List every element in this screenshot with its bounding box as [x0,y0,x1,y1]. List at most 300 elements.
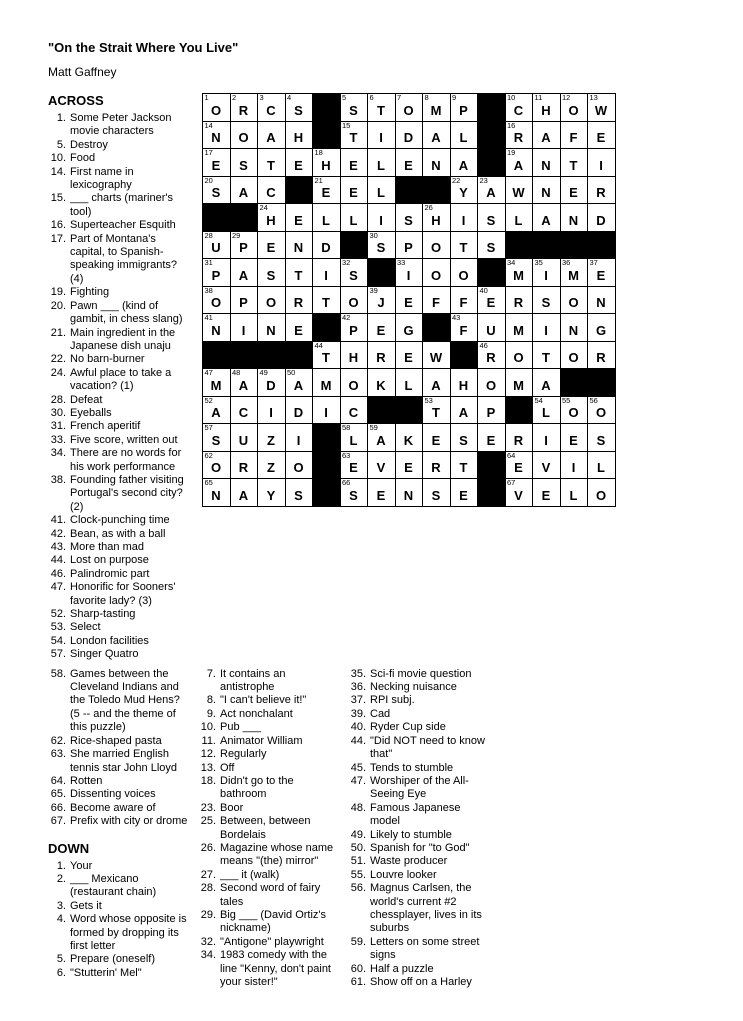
grid-cell[interactable] [230,259,258,287]
grid-cell[interactable] [285,396,313,424]
grid-cell[interactable] [368,94,396,122]
down-clue-item[interactable] [348,708,488,721]
grid-cell[interactable] [203,424,231,452]
grid-cell[interactable] [285,204,313,232]
across-clue-item[interactable] [48,788,188,801]
across-clue-item[interactable] [48,648,190,661]
grid-cell[interactable] [313,176,341,204]
down-clue-item[interactable] [348,775,488,802]
grid-cell[interactable] [450,396,478,424]
grid-cell-block [313,94,341,122]
grid-cell[interactable] [203,259,231,287]
grid-cell[interactable] [340,94,368,122]
down-clue-item[interactable] [48,860,188,873]
across-clue-item[interactable] [48,166,190,193]
down-clue-item[interactable] [198,949,338,989]
grid-cell[interactable] [395,479,423,507]
grid-cell-letter: O [568,102,580,118]
down-clue-item[interactable] [48,873,188,900]
across-clue-item[interactable] [48,621,190,634]
down-clue-item[interactable] [348,829,488,842]
grid-cell[interactable] [340,121,368,149]
grid-cell[interactable] [340,259,368,287]
grid-cell[interactable] [478,286,506,314]
grid-cell[interactable] [560,259,588,287]
grid-cell[interactable] [533,314,561,342]
grid-cell[interactable] [533,149,561,177]
grid-cell[interactable] [395,121,423,149]
grid-cell[interactable] [203,231,231,259]
grid-cell[interactable] [450,231,478,259]
grid-cell[interactable] [395,424,423,452]
grid-cell[interactable] [533,204,561,232]
grid-cell[interactable] [450,286,478,314]
grid-cell[interactable] [560,314,588,342]
down-clue-item[interactable] [198,842,338,869]
down-clue-item[interactable] [48,913,188,953]
grid-cell[interactable] [588,286,616,314]
grid-cell[interactable] [368,369,396,397]
grid-cell-letter: M [430,102,442,118]
grid-cell[interactable] [423,451,451,479]
grid-cell[interactable] [588,204,616,232]
grid-cell[interactable] [533,286,561,314]
down-clue-item[interactable] [198,815,338,842]
grid-cell[interactable] [533,451,561,479]
grid-cell[interactable] [340,341,368,369]
grid-cell[interactable] [588,121,616,149]
across-clue-item[interactable] [48,775,188,788]
clue-number: 44. [50,554,66,567]
grid-cell[interactable] [313,396,341,424]
grid-cell[interactable] [588,396,616,424]
grid-cell-letter: T [432,405,441,421]
grid-cell[interactable] [560,286,588,314]
across-clue-item[interactable] [48,407,190,420]
down-clue-item[interactable] [348,869,488,882]
grid-cell[interactable] [395,451,423,479]
down-clue-item[interactable] [48,953,188,966]
grid-cell[interactable] [560,204,588,232]
grid-cell[interactable] [203,94,231,122]
grid-cell[interactable] [588,314,616,342]
down-clue-item[interactable] [198,802,338,815]
grid-cell[interactable] [478,204,506,232]
grid-cell-number: 6 [369,93,374,102]
grid-cell[interactable] [505,341,533,369]
grid-cell[interactable] [560,176,588,204]
grid-cell[interactable] [203,121,231,149]
grid-cell[interactable] [203,396,231,424]
clue-number: 9. [206,707,216,720]
grid-cell[interactable] [423,286,451,314]
across-clue-item[interactable] [48,112,190,139]
grid-cell[interactable] [285,94,313,122]
grid-cell[interactable] [395,369,423,397]
down-clue-item[interactable] [198,936,338,949]
crossword-grid[interactable] [202,93,616,507]
grid-cell[interactable] [505,259,533,287]
grid-cell[interactable] [588,424,616,452]
grid-cell[interactable] [423,259,451,287]
grid-cell[interactable] [533,396,561,424]
across-clue-item[interactable] [48,802,188,815]
clue-number: 45. [350,761,366,774]
grid-cell[interactable] [560,424,588,452]
down-clue-item[interactable] [348,855,488,868]
down-clue-item[interactable] [348,976,488,989]
grid-cell[interactable] [340,314,368,342]
grid-cell[interactable] [230,314,258,342]
grid-cell[interactable] [203,286,231,314]
grid-cell[interactable] [505,314,533,342]
down-clue-item[interactable] [348,721,488,734]
grid-cell[interactable] [533,176,561,204]
grid-cell[interactable] [505,149,533,177]
grid-cell[interactable] [560,149,588,177]
grid-cell[interactable] [258,314,286,342]
grid-cell[interactable] [258,451,286,479]
down-clue-item[interactable] [198,708,338,721]
grid-cell-block [478,451,506,479]
grid-cell[interactable] [478,176,506,204]
grid-cell[interactable] [203,149,231,177]
grid-cell[interactable] [203,369,231,397]
grid-cell[interactable] [368,479,396,507]
grid-cell-number: 4 [287,93,292,102]
clue-number: 39. [350,707,366,720]
grid-cell-block [478,149,506,177]
grid-cell[interactable] [505,204,533,232]
grid-cell[interactable] [395,314,423,342]
grid-cell-letter: W [594,102,608,118]
grid-cell[interactable] [340,479,368,507]
down-clue-item[interactable] [198,775,338,802]
grid-cell[interactable] [285,231,313,259]
grid-cell[interactable] [368,341,396,369]
grid-cell[interactable] [340,204,368,232]
grid-cell[interactable] [423,479,451,507]
down-clue-item[interactable] [198,721,338,734]
across-clue-item[interactable] [48,554,190,567]
down-clue-item[interactable] [348,882,488,936]
grid-cell[interactable] [230,479,258,507]
down-clue-item[interactable] [198,909,338,936]
grid-cell[interactable] [450,479,478,507]
across-clue-item[interactable] [48,192,190,219]
grid-cell[interactable] [368,424,396,452]
grid-cell[interactable] [313,369,341,397]
grid-cell[interactable] [423,94,451,122]
down-clue-list-3 [348,668,488,990]
grid-cell-letter: H [321,157,332,173]
grid-cell[interactable] [560,341,588,369]
grid-cell[interactable] [258,94,286,122]
grid-cell[interactable] [313,231,341,259]
grid-cell[interactable] [478,396,506,424]
grid-cell[interactable] [395,149,423,177]
grid-cell[interactable] [258,149,286,177]
grid-cell[interactable] [423,121,451,149]
across-clue-item[interactable] [48,300,190,327]
grid-cell[interactable] [203,314,231,342]
grid-cell[interactable] [340,286,368,314]
down-clue-item[interactable] [198,668,338,695]
grid-cell[interactable] [285,259,313,287]
grid-cell[interactable] [478,424,506,452]
grid-cell-letter: Z [267,432,276,448]
grid-cell[interactable] [230,94,258,122]
grid-cell[interactable] [450,204,478,232]
grid-cell-letter: D [266,377,277,393]
grid-cell[interactable] [258,479,286,507]
across-clue-item[interactable] [48,541,190,554]
grid-cell[interactable] [340,176,368,204]
grid-cell[interactable] [258,259,286,287]
grid-cell[interactable] [203,176,231,204]
grid-cell[interactable] [588,259,616,287]
across-clue-item[interactable] [48,139,190,152]
grid-cell[interactable] [533,341,561,369]
across-clue-item[interactable] [48,514,190,527]
grid-cell[interactable] [450,94,478,122]
grid-cell[interactable] [285,369,313,397]
grid-cell[interactable] [450,149,478,177]
grid-cell[interactable] [313,259,341,287]
grid-cell[interactable] [230,286,258,314]
grid-cell[interactable] [258,396,286,424]
grid-cell[interactable] [313,149,341,177]
grid-cell[interactable] [313,204,341,232]
across-clue-item[interactable] [48,581,190,608]
grid-cell[interactable] [285,479,313,507]
grid-cell[interactable] [505,94,533,122]
grid-cell[interactable] [285,424,313,452]
grid-cell[interactable] [560,451,588,479]
down-clue-item[interactable] [348,762,488,775]
grid-cell[interactable] [285,451,313,479]
across-clue-item[interactable] [48,434,190,447]
grid-cell[interactable] [368,286,396,314]
grid-cell-number: 41 [204,313,213,322]
grid-cell[interactable] [230,176,258,204]
grid-cell[interactable] [450,451,478,479]
across-clue-item[interactable] [48,286,190,299]
grid-cell[interactable] [588,451,616,479]
grid-cell[interactable] [423,424,451,452]
grid-cell-number: 55 [562,395,571,405]
across-clue-item[interactable] [48,327,190,354]
grid-cell[interactable] [285,121,313,149]
across-clue-item[interactable] [48,474,190,514]
grid-cell[interactable] [450,121,478,149]
down-clue-item[interactable] [198,882,338,909]
grid-cell-letter: E [569,432,579,448]
down-clue-item[interactable] [48,967,188,980]
grid-cell[interactable] [258,286,286,314]
grid-cell-letter: N [568,212,579,228]
grid-cell[interactable] [505,369,533,397]
grid-cell[interactable] [368,121,396,149]
down-clue-item[interactable] [198,762,338,775]
grid-cell[interactable] [450,369,478,397]
grid-cell[interactable] [478,231,506,259]
grid-cell[interactable] [230,231,258,259]
grid-cell[interactable] [230,396,258,424]
grid-cell[interactable] [395,286,423,314]
grid-cell[interactable] [423,204,451,232]
clue-text: Big ___ (David Ortiz's nickname) [220,908,327,935]
grid-cell[interactable] [340,396,368,424]
grid-cell[interactable] [450,176,478,204]
grid-cell[interactable] [588,94,616,122]
grid-cell[interactable] [368,176,396,204]
grid-cell[interactable] [368,314,396,342]
grid-cell[interactable] [533,94,561,122]
grid-cell[interactable] [450,424,478,452]
grid-cell[interactable] [588,149,616,177]
down-clue-item[interactable] [48,900,188,913]
across-clue-item[interactable] [48,367,190,394]
grid-cell[interactable] [203,451,231,479]
grid-cell[interactable] [285,314,313,342]
grid-cell-number: 14 [204,120,213,130]
grid-cell[interactable] [560,396,588,424]
grid-cell[interactable] [230,369,258,397]
across-clue-item[interactable] [48,568,190,581]
grid-cell[interactable] [423,341,451,369]
grid-cell[interactable] [230,121,258,149]
grid-cell[interactable] [588,176,616,204]
down-clue-item[interactable] [198,748,338,761]
grid-cell[interactable] [285,286,313,314]
grid-cell[interactable] [505,451,533,479]
across-clue-item[interactable] [48,420,190,433]
grid-cell[interactable] [505,286,533,314]
grid-cell[interactable] [395,204,423,232]
clue-number: 48. [350,801,366,814]
grid-cell[interactable] [450,259,478,287]
down-clue-item[interactable] [348,735,488,762]
grid-cell[interactable] [505,121,533,149]
grid-cell[interactable] [313,286,341,314]
grid-cell[interactable] [395,259,423,287]
grid-cell[interactable] [258,176,286,204]
clue-text: Ryder Cup side [370,721,446,734]
across-clue-item[interactable] [48,394,190,407]
grid-cell[interactable] [505,424,533,452]
grid-cell[interactable] [478,341,506,369]
grid-cell[interactable] [505,479,533,507]
down-clue-item[interactable] [198,694,338,707]
grid-cell[interactable] [368,204,396,232]
grid-cell[interactable] [285,149,313,177]
grid-cell[interactable] [533,369,561,397]
down-clue-item[interactable] [348,842,488,855]
grid-cell[interactable] [258,424,286,452]
down-clue-item[interactable] [348,802,488,829]
grid-cell[interactable] [258,231,286,259]
across-clue-item[interactable] [48,219,190,232]
grid-cell[interactable] [258,204,286,232]
grid-cell[interactable] [230,451,258,479]
across-clue-item[interactable] [48,735,188,748]
across-clue-item[interactable] [48,635,190,648]
grid-cell[interactable] [203,479,231,507]
grid-cell[interactable] [533,121,561,149]
down-clue-item[interactable] [348,694,488,707]
grid-cell[interactable] [340,149,368,177]
clue-number: 28. [50,393,66,406]
grid-cell[interactable] [560,121,588,149]
grid-cell[interactable] [313,341,341,369]
grid-cell[interactable] [533,259,561,287]
grid-cell[interactable] [395,231,423,259]
across-clue-item[interactable] [48,353,190,366]
across-clue-item[interactable] [48,233,190,287]
grid-cell[interactable] [230,149,258,177]
clue-number: 17. [50,232,66,245]
down-clue-item[interactable] [198,735,338,748]
grid-cell[interactable] [423,369,451,397]
down-clue-item[interactable] [348,936,488,963]
grid-cell-letter: F [569,130,578,146]
grid-cell[interactable] [560,94,588,122]
across-clue-item[interactable] [48,668,188,735]
grid-cell[interactable] [258,369,286,397]
grid-cell[interactable] [340,451,368,479]
grid-cell[interactable] [505,176,533,204]
grid-cell[interactable] [423,149,451,177]
grid-cell[interactable] [368,451,396,479]
grid-cell[interactable] [340,369,368,397]
grid-cell[interactable] [340,424,368,452]
grid-cell-letter: P [459,102,469,118]
grid-cell[interactable] [588,479,616,507]
grid-cell[interactable] [560,479,588,507]
grid-cell-block [313,451,341,479]
down-clue-item[interactable] [348,681,488,694]
across-clue-item[interactable] [48,152,190,165]
grid-cell[interactable] [533,424,561,452]
grid-cell[interactable] [478,369,506,397]
grid-cell[interactable] [230,424,258,452]
grid-cell-letter: O [568,295,580,311]
grid-cell[interactable] [395,341,423,369]
grid-cell-letter: F [459,322,468,338]
grid-cell[interactable] [395,94,423,122]
across-clue-item[interactable] [48,608,190,621]
across-clue-item[interactable] [48,748,188,775]
grid-cell-letter: I [324,405,329,421]
down-clue-item[interactable] [348,668,488,681]
across-clue-item[interactable] [48,528,190,541]
across-clue-item[interactable] [48,815,188,828]
down-clue-item[interactable] [198,869,338,882]
across-clue-item[interactable] [48,447,190,474]
down-clue-item[interactable] [348,963,488,976]
grid-cell-letter: C [238,405,249,421]
grid-cell[interactable] [423,231,451,259]
grid-cell[interactable] [258,121,286,149]
grid-cell[interactable] [450,314,478,342]
grid-cell[interactable] [478,314,506,342]
grid-cell[interactable] [368,231,396,259]
grid-cell[interactable] [533,479,561,507]
grid-cell[interactable] [588,341,616,369]
grid-cell[interactable] [368,149,396,177]
grid-cell[interactable] [423,396,451,424]
